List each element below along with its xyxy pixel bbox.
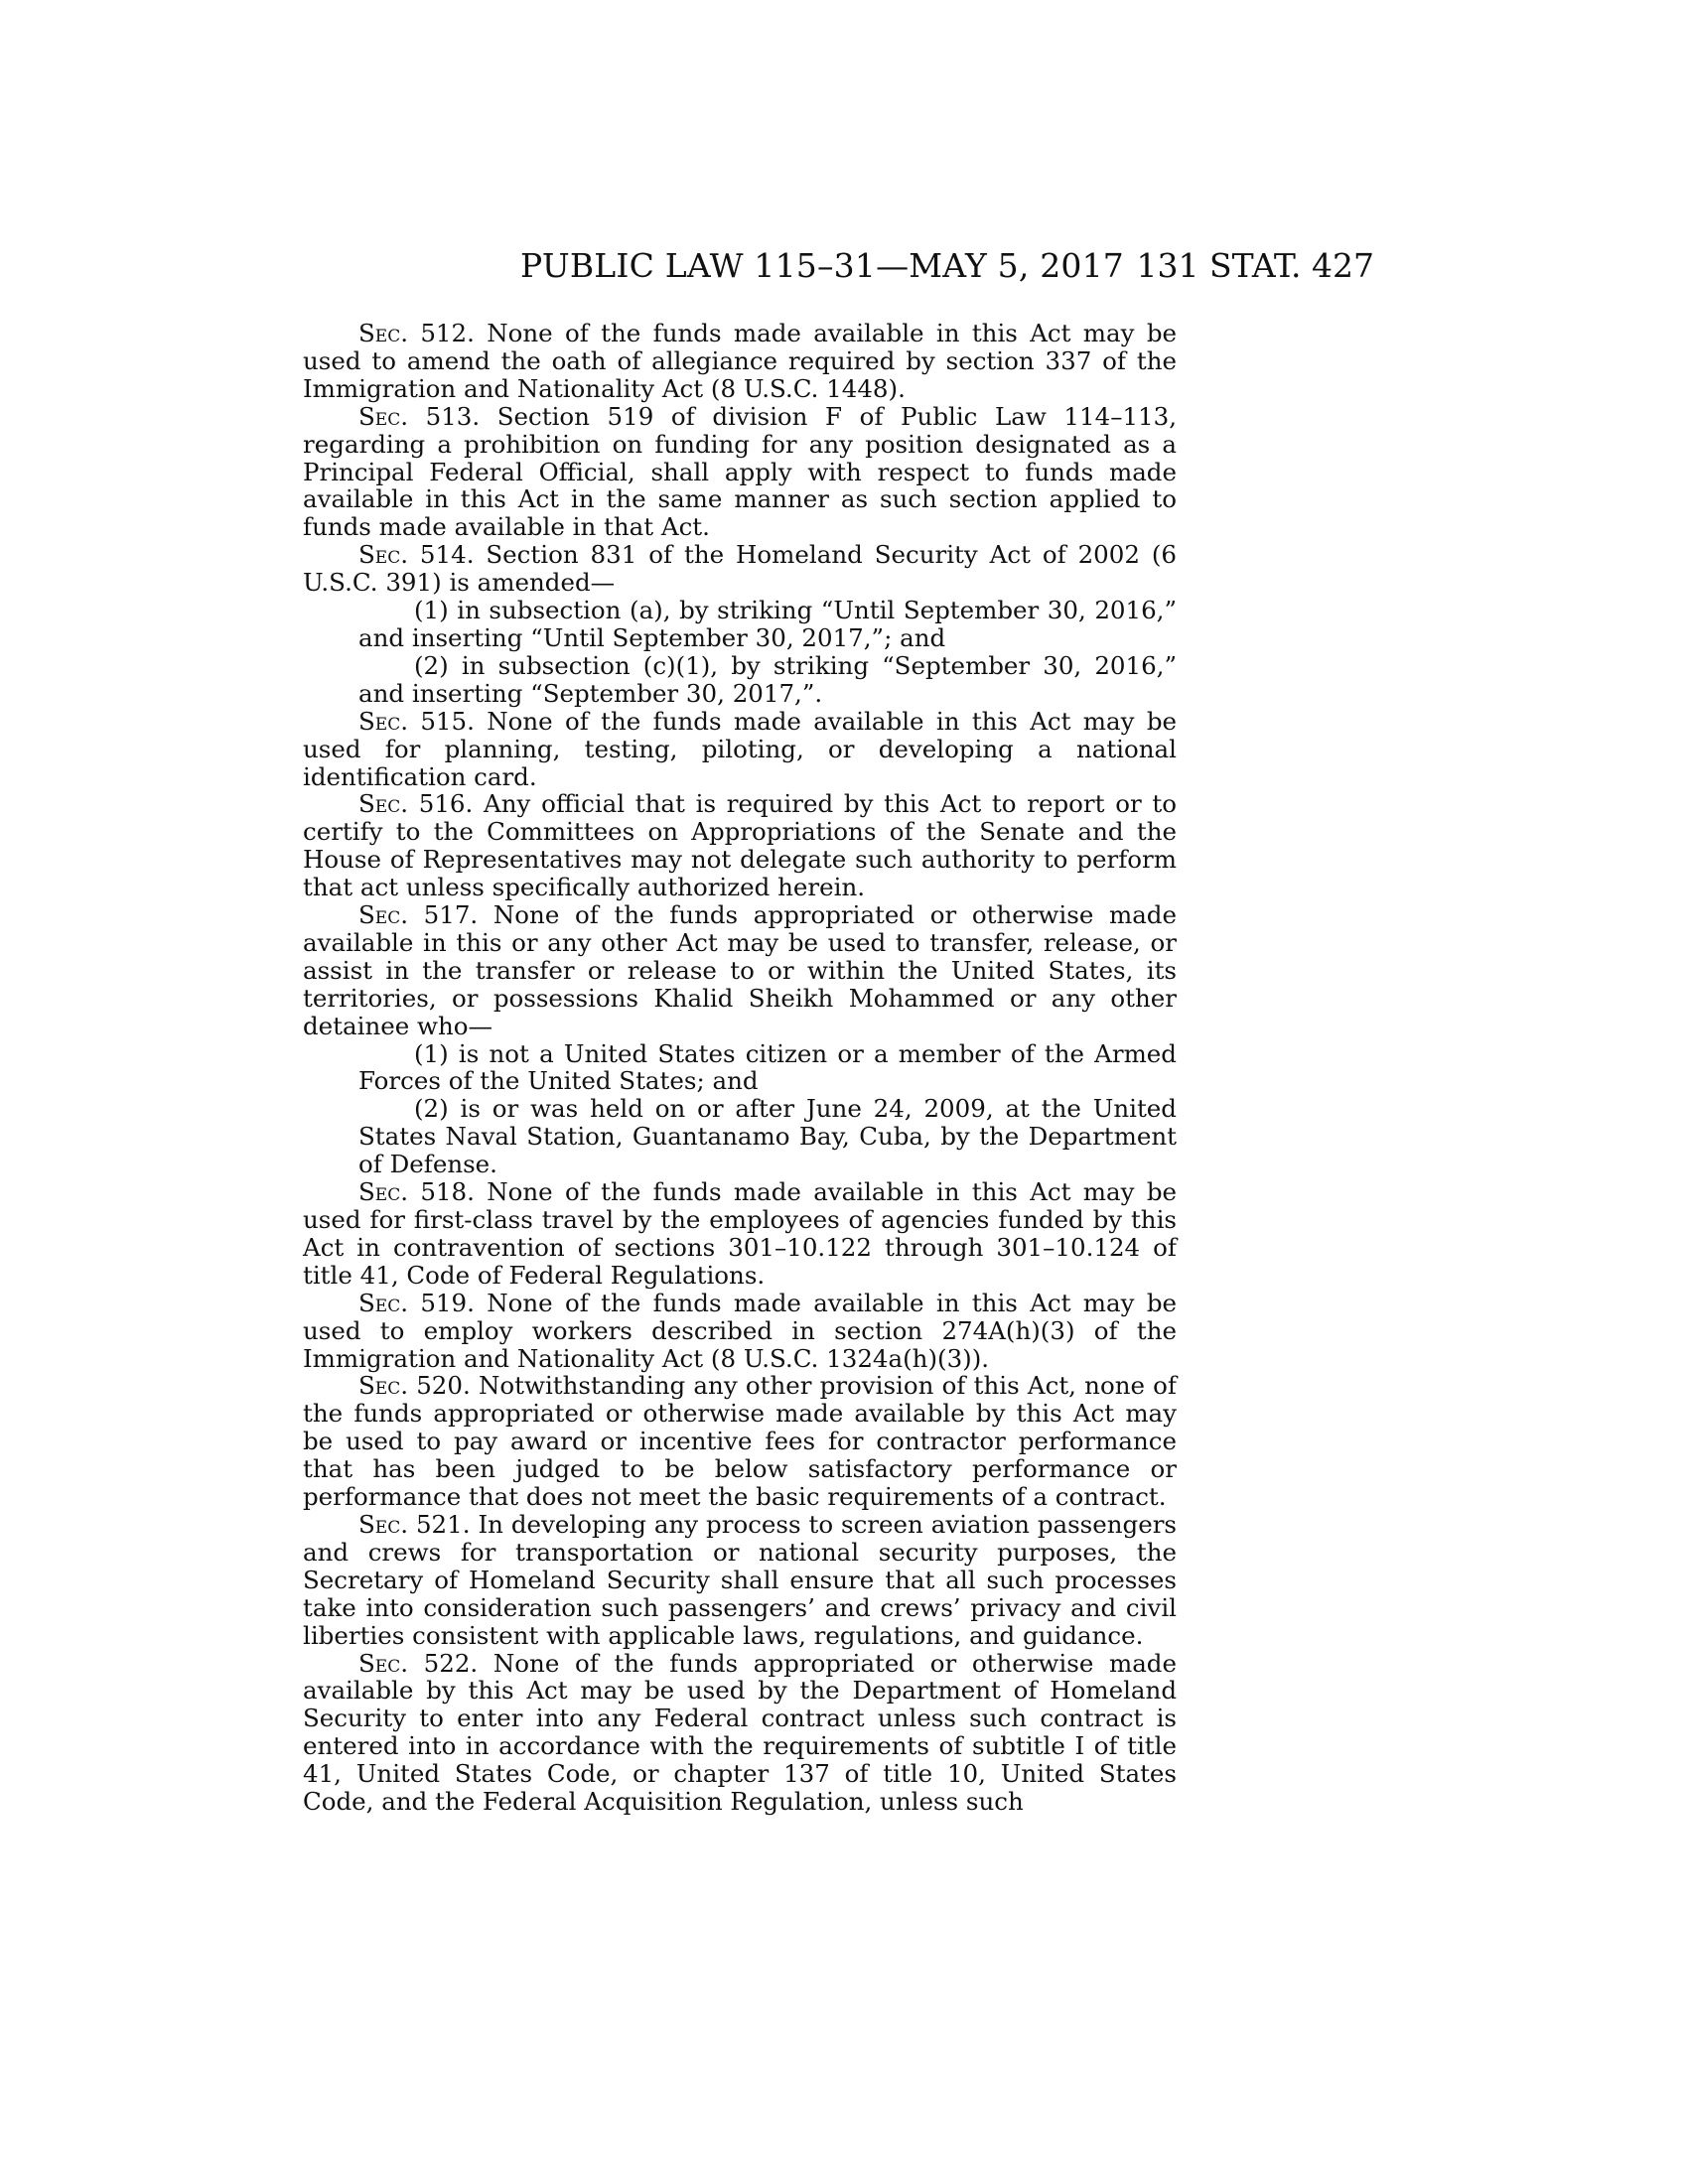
- sec-label: Sec.: [358, 1177, 408, 1207]
- section-text: 516. Any official that is required by this Act to report or to certify to the Committees on Appropriations of the Senate and the House of Representatives may not delegate such authority to perform that act unless specifically authorized herein.: [303, 789, 1177, 902]
- sec-label: Sec.: [358, 1509, 408, 1539]
- section-text: 515. None of the funds made available in this Act may be used for planning, testing, piloting, or developing a national identification card.: [303, 706, 1177, 791]
- section-text: 522. None of the funds appropriated or otherwise made available by this Act may be used by the Department of Homeland Security to enter into any Federal contract unless such contract is entered into in accordance with the requirements of subtitle I of title 41, United States Code, or chapter 137 of title 10, United States Code, and the Federal Acquisition Regulation, unless such: [303, 1648, 1177, 1817]
- sec-label: Sec.: [358, 706, 408, 736]
- section-514-item-2: (2) in subsection (c)(1), by striking “September 30, 2016,” and inserting “September 30, 2017,”.: [358, 650, 1177, 708]
- section-519: [303, 1290, 1177, 1373]
- section-517: [303, 901, 1177, 1040]
- sec-label: Sec.: [358, 540, 408, 570]
- sec-label: Sec.: [358, 900, 408, 930]
- section-515: [303, 708, 1177, 791]
- sec-label: Sec.: [358, 401, 408, 431]
- sec-label: Sec.: [358, 1371, 408, 1401]
- section-517-item-1: (1) is not a United States citizen or a member of the Armed Forces of the United States; and: [358, 1038, 1177, 1096]
- section-text: 519. None of the funds made available in this Act may be used to employ workers described in section 274A(h)(3) of the Immigration and Nationality Act (8 U.S.C. 1324a(h)(3)).: [303, 1288, 1177, 1373]
- section-512: [303, 320, 1177, 403]
- section-text: 512. None of the funds made available in this Act may be used to amend the oath of allegiance required by section 337 of the Immigration and Nationality Act (8 U.S.C. 1448).: [303, 319, 1177, 403]
- running-header-title: PUBLIC LAW 115–31—MAY 5, 2017: [520, 246, 1124, 285]
- section-514: [303, 541, 1177, 597]
- section-text: 517. None of the funds appropriated or otherwise made available in this or any other Act may be used to transfer, release, or assist in the transfer or release to or within the United States, its territories, or possessions Khalid Sheikh Mohammed or any other detainee who—: [303, 900, 1177, 1040]
- sec-label: Sec.: [358, 789, 408, 819]
- section-520: [303, 1372, 1177, 1511]
- section-513: [303, 403, 1177, 542]
- section-text: 520. Notwithstanding any other provision of this Act, none of the funds appropriated or otherwise made available by this Act may be used to pay award or incentive fees for contractor performance that has been judged to be below satisfactory performance or performance that does not meet the basic requirements of a contract.: [303, 1371, 1177, 1512]
- section-518: [303, 1178, 1177, 1290]
- document-body: [303, 320, 1177, 1816]
- section-text: 514. Section 831 of the Homeland Security Act of 2002 (6 U.S.C. 391) is amended—: [303, 540, 1177, 598]
- sec-label: Sec.: [358, 1288, 408, 1317]
- section-516: [303, 790, 1177, 901]
- sec-label: Sec.: [358, 1648, 408, 1678]
- sec-label: Sec.: [358, 319, 408, 347]
- section-522: [303, 1650, 1177, 1816]
- section-text: 513. Section 519 of division F of Public Law 114–113, regarding a prohibition on funding for any position designated as a Principal Federal Official, shall apply with respect to funds made available in this Act in the same manner as such section applied to funds made available in that Act.: [303, 401, 1177, 542]
- section-text: 518. None of the funds made available in this Act may be used for first-class travel by the employees of agencies funded by this Act in contravention of sections 301–10.122 through 301–10.124 of title 41, Code of Federal Regulations.: [303, 1177, 1177, 1290]
- section-517-item-2: (2) is or was held on or after June 24, 2009, at the United States Naval Station, Guantanamo Bay, Cuba, by the Department of Defense.: [358, 1094, 1177, 1179]
- section-521: [303, 1511, 1177, 1650]
- section-text: 521. In developing any process to screen aviation passengers and crews for transportation or national security purposes, the Secretary of Homeland Security shall ensure that all such processes take into consideration such passengers’ and crews’ privacy and civil liberties consistent with applicable laws, regulations, and guidance.: [303, 1509, 1177, 1650]
- section-514-item-1: (1) in subsection (a), by striking “Until September 30, 2016,” and inserting “Until September 30, 2017,”; and: [358, 596, 1177, 652]
- running-header-page-ref: 131 STAT. 427: [1136, 246, 1374, 285]
